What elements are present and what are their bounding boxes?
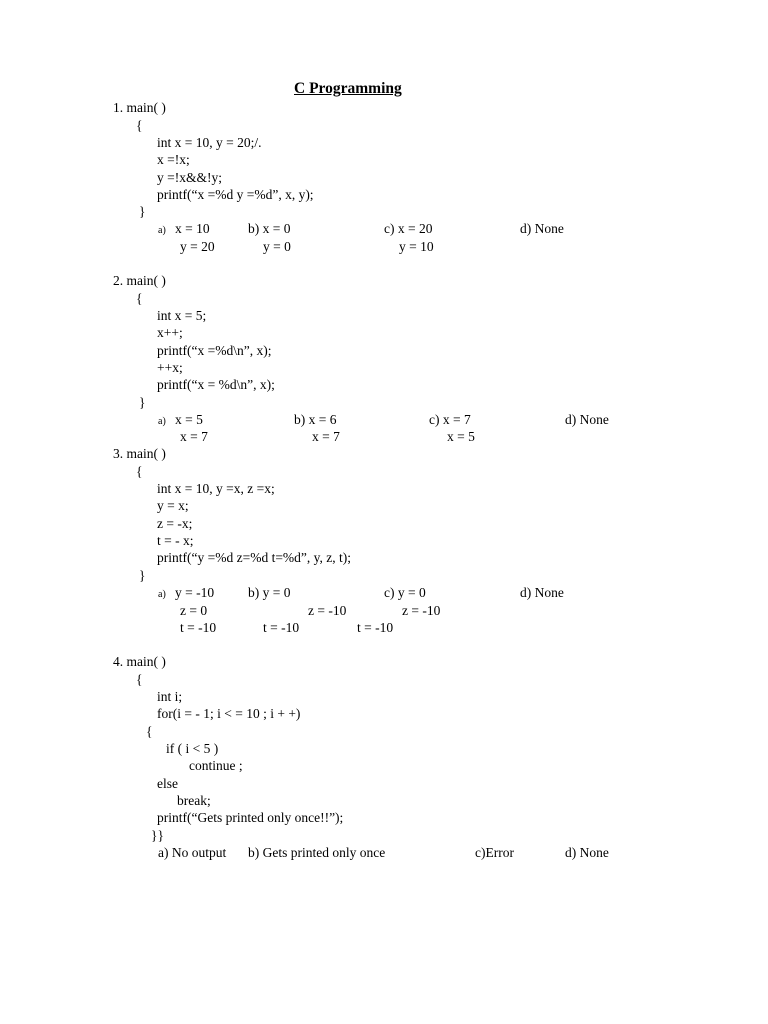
q3-option-b: b) y = 0 (248, 585, 291, 600)
q1-option-c-line2: y = 10 (399, 239, 434, 254)
q3-option-a-label: a) (158, 589, 166, 600)
q3-option-a: y = -10 (175, 585, 215, 600)
q3-header: 3. main( ) (113, 446, 166, 461)
q2-option-b-line2: x = 7 (312, 429, 340, 444)
q3-code-line: y = x; (157, 498, 189, 513)
q3-option-a-line3: t = -10 (180, 620, 217, 635)
q3-option-c-line3: t = -10 (357, 620, 394, 635)
q2-header: 2. main( ) (113, 273, 166, 288)
q4-open-brace: { (136, 672, 143, 687)
q3-option-c-line2: z = -10 (402, 603, 441, 618)
q2-code-line: int x = 5; (157, 308, 207, 323)
q2-code-line: ++x; (157, 360, 183, 375)
q1-option-b-line2: y = 0 (263, 239, 291, 254)
q1-code-line: int x = 10, y = 20;/. (157, 135, 262, 150)
q3-open-brace: { (136, 464, 143, 479)
q1-close-brace: } (139, 204, 146, 219)
q1-option-a-line2: y = 20 (180, 239, 215, 254)
q3-option-a-line2: z = 0 (180, 603, 208, 618)
q4-code-line: continue ; (189, 758, 243, 773)
q2-option-a-label: a) (158, 416, 166, 427)
q4-code-line: int i; (157, 689, 183, 704)
q3-code-line: t = - x; (157, 533, 194, 548)
q4-header: 4. main( ) (113, 654, 166, 669)
q4-code-line: printf(“Gets printed only once!!”); (157, 810, 344, 825)
q4-option-b: b) Gets printed only once (248, 845, 386, 860)
q4-code-line: for(i = - 1; i < = 10 ; i + +) (157, 706, 301, 721)
q2-option-a: x = 5 (175, 412, 203, 427)
q3-option-b-line2: z = -10 (308, 603, 347, 618)
q1-open-brace: { (136, 118, 143, 133)
q1-option-a-label: a) (158, 225, 166, 236)
q4-option-c: c)Error (475, 845, 514, 860)
q1-option-a: x = 10 (175, 221, 210, 236)
q3-close-brace: } (139, 568, 146, 583)
q2-option-c: c) x = 7 (429, 412, 471, 427)
q3-code-line: printf(“y =%d z=%d t=%d”, y, z, t); (157, 550, 352, 565)
q2-option-a-line2: x = 7 (180, 429, 208, 444)
q3-option-c: c) y = 0 (384, 585, 426, 600)
q2-option-b: b) x = 6 (294, 412, 337, 427)
q1-option-c: c) x = 20 (384, 221, 433, 236)
q2-option-d: d) None (565, 412, 609, 427)
q2-close-brace: } (139, 395, 146, 410)
q4-code-line: break; (177, 793, 211, 808)
q4-close-brace: }} (151, 828, 164, 843)
q2-code-line: printf(“x =%d\n”, x); (157, 343, 272, 358)
q2-open-brace: { (136, 291, 143, 306)
q3-code-line: int x = 10, y =x, z =x; (157, 481, 275, 496)
q4-code-line: else (157, 776, 178, 791)
q3-option-b-line3: t = -10 (263, 620, 300, 635)
q1-header: 1. main( ) (113, 100, 166, 115)
q4-inner-open-brace: { (146, 724, 153, 739)
q2-code-line: printf(“x = %d\n”, x); (157, 377, 275, 392)
q1-option-b: b) x = 0 (248, 221, 291, 236)
q4-option-a: a) No output (158, 845, 227, 860)
q1-code-line: y =!x&&!y; (157, 170, 222, 185)
q4-code-line: if ( i < 5 ) (166, 741, 219, 756)
page-title: C Programming (294, 80, 402, 97)
q2-option-c-line2: x = 5 (447, 429, 475, 444)
q2-code-line: x++; (157, 325, 183, 340)
q1-option-d: d) None (520, 221, 564, 236)
q3-option-d: d) None (520, 585, 564, 600)
q1-code-line: x =!x; (157, 152, 190, 167)
q1-code-line: printf(“x =%d y =%d”, x, y); (157, 187, 314, 202)
q3-code-line: z = -x; (157, 516, 193, 531)
q4-option-d: d) None (565, 845, 609, 860)
